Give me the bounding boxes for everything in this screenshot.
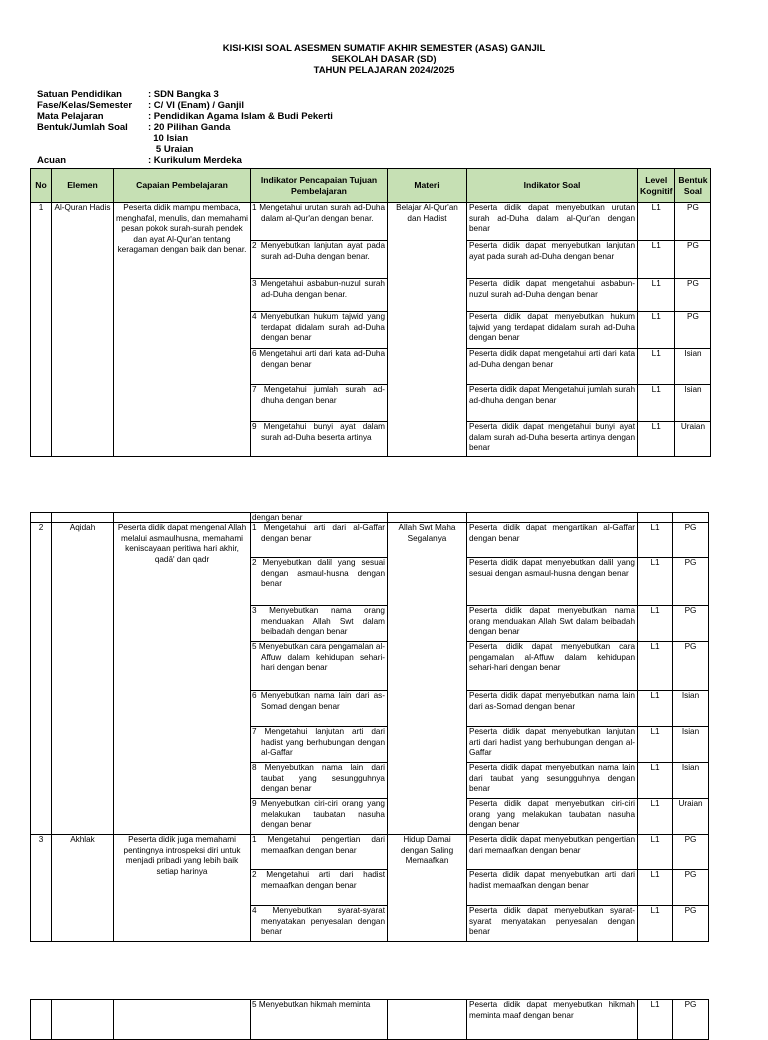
meta-label: Fase/Kelas/Semester [37, 100, 133, 111]
level-cell: L1 [638, 835, 673, 870]
meta-value: : Kurikulum Merdeka [148, 155, 242, 166]
indikator-soal-cell: Peserta didik dapat menyebutkan lanjutan arti dari hadist yang berhubungan dengan al-Gaffar [467, 727, 638, 763]
indikator-tp-cell: 3 Mengetahui asbabun-nuzul surah ad-Duha dengan benar. [251, 279, 388, 312]
meta-row [37, 122, 333, 133]
level-cell: L1 [638, 642, 673, 691]
level-cell: L1 [638, 606, 673, 642]
capaian-cell: Peserta didik mampu membaca, menghafal, menulis, dan memahami pesan pokok surah-surah pendek dan ayat Al-Qur'an tentang keragaman dengan baik dan benar. [114, 203, 251, 457]
indikator-soal-cell: Peserta didik dapat mengetahui asbabun-nuzul surah ad-Duha dengan benar [467, 279, 638, 312]
level-cell: L1 [638, 799, 673, 835]
header-no: No [31, 169, 52, 203]
header-indikator-tp: Indikator Pencapaian Tujuan Pembelajaran [251, 169, 388, 203]
indikator-tp-cell: 7 Mengetahui jumlah surah ad-dhuha dengan benar [251, 385, 388, 422]
header-bentuk: Bentuk Soal [675, 169, 711, 203]
indikator-tp-cell: 3 Menyebutkan nama orang menduakan Allah Swt dalam beibadah dengan benar [251, 606, 388, 642]
bentuk-cell: PG [673, 906, 709, 942]
meta-label: Mata Pelajaran [37, 111, 104, 122]
level-cell: L1 [638, 241, 675, 279]
level-cell: L1 [638, 691, 673, 727]
meta-row [37, 89, 333, 100]
indikator-tp-cell: 4 Menyebutkan syarat-syarat menyatakan penyesalan dengan benar [251, 906, 388, 942]
bentuk-cell: PG [673, 523, 709, 558]
indikator-tp-cell: 2 Mengetahui arti dari hadist memaafkan dengan benar [251, 870, 388, 906]
indikator-tp-cell: 9 Mengetahui bunyi ayat dalam surah ad-Duha beserta artinya [251, 422, 388, 457]
bentuk-cell: Isian [675, 385, 711, 422]
meta-label: Acuan [37, 155, 67, 166]
indikator-soal-cell: Peserta didik dapat menyebutkan hukum tajwid yang terdapat didalam surah ad-Duha dengan benar [467, 312, 638, 349]
indikator-tp-cell: 5 Menyebutkan hikmah meminta [251, 1000, 388, 1040]
elemen-cell: Aqidah [52, 523, 114, 835]
level-cell: L1 [638, 523, 673, 558]
indikator-soal-cell: Peserta didik dapat mengetahui arti dari kata ad-Duha dengan benar [467, 349, 638, 385]
indikator-tp-cell: 1 Mengetahui pengertian dari memaafkan dengan benar [251, 835, 388, 870]
indikator-tp-cell: 2 Menyebutkan dalil yang sesuai dengan asmaul-husna dengan benar [251, 558, 388, 606]
indikator-tp-cell: 7 Mengetahui lanjutan arti dari hadist yang berhubungan dengan al-Gaffar [251, 727, 388, 763]
level-cell: L1 [638, 279, 675, 312]
document-meta [37, 89, 333, 166]
indikator-tp-cell: 9 Menyebutkan ciri-ciri orang yang melakukan taubatan nasuha dengan benar [251, 799, 388, 835]
elemen-cell: Akhlak [52, 835, 114, 942]
indikator-soal-cell: Peserta didik dapat menyebutkan hikmah meminta maaf dengan benar [467, 1000, 638, 1040]
carry-row [31, 513, 709, 523]
level-cell: L1 [638, 385, 675, 422]
indikator-soal-cell: Peserta didik dapat menyebutkan nama orang menduakan Allah Swt dalam beibadah dengan benar [467, 606, 638, 642]
meta-row [37, 155, 333, 166]
header-level: Level Kognitif [638, 169, 675, 203]
meta-label: Satuan Pendidikan [37, 89, 122, 100]
level-cell: L1 [638, 763, 673, 799]
indikator-soal-cell: Peserta didik dapat Mengetahui jumlah surah ad-dhuha dengan benar [467, 385, 638, 422]
indikator-tp-cell: 1 Mengetahui arti dari al-Gaffar dengan benar [251, 523, 388, 558]
table-row [31, 835, 709, 870]
indikator-soal-cell: Peserta didik dapat menyebutkan ciri-ciri orang yang melakukan taubatan nasuha dengan benar [467, 799, 638, 835]
indikator-soal-cell: Peserta didik dapat menyebutkan cara pengamalan al-Affuw dalam kehidupan sehari-hari dengan benar [467, 642, 638, 691]
bentuk-cell: PG [673, 870, 709, 906]
kisi-kisi-table-page-2 [30, 512, 709, 942]
materi-cell: Belajar Al-Qur'an dan Hadist [388, 203, 467, 457]
indikator-soal-cell: Peserta didik dapat menyebutkan pengertian dari memaafkan dengan benar [467, 835, 638, 870]
meta-row [37, 111, 333, 122]
indikator-soal-cell: Peserta didik dapat menyebutkan arti dari hadist memaafkan dengan benar [467, 870, 638, 906]
indikator-soal-cell: Peserta didik dapat menyebutkan lanjutan ayat pada surah ad-Duha dengan benar [467, 241, 638, 279]
level-cell: L1 [638, 422, 675, 457]
indikator-soal-cell: Peserta didik dapat menyebutkan urutan surah ad-Duha dalam al-Qur'an dengan benar [467, 203, 638, 241]
bentuk-cell: PG [673, 1000, 709, 1040]
indikator-soal-cell: Peserta didik dapat menyebutkan nama lain dari taubat yang sesungguhnya dengan benar [467, 763, 638, 799]
indikator-tp-cell: 4 Menyebutkan hukum tajwid yang terdapat didalam surah ad-Duha dengan benar [251, 312, 388, 349]
meta-value: 5 Uraian [148, 144, 194, 155]
meta-row [37, 100, 333, 111]
bentuk-cell: PG [675, 241, 711, 279]
indikator-tp-cell: 8 Menyebutkan nama lain dari taubat yang sesungguhnya dengan benar [251, 763, 388, 799]
level-cell: L1 [638, 870, 673, 906]
meta-value: : 20 Pilihan Ganda [148, 122, 231, 133]
bentuk-cell: PG [673, 558, 709, 606]
indikator-tp-cell: 6 Mengetahui arti dari kata ad-Duha dengan benar [251, 349, 388, 385]
bentuk-cell: PG [675, 203, 711, 241]
meta-value: 10 Isian [148, 133, 189, 144]
bentuk-cell: Isian [673, 763, 709, 799]
indikator-tp-cell: 5 Menyebutkan cara pengamalan al-Affuw dalam kehidupan sehari-hari dengan benar [251, 642, 388, 691]
meta-value: : Pendidikan Agama Islam & Budi Pekerti [148, 111, 333, 122]
meta-label: Bentuk/Jumlah Soal [37, 122, 128, 133]
meta-row [37, 144, 333, 155]
header-elemen: Elemen [52, 169, 114, 203]
level-cell: L1 [638, 312, 675, 349]
title-line-3: TAHUN PELAJARAN 2024/2025 [313, 65, 455, 76]
meta-row [37, 133, 333, 144]
bentuk-cell: Isian [675, 349, 711, 385]
kisi-kisi-table-page-1 [30, 168, 711, 457]
title-line-2: SEKOLAH DASAR (SD) [331, 54, 437, 65]
carry-text: dengan benar [251, 513, 388, 523]
indikator-tp-cell: 1 Mengetahui urutan surah ad-Duha dalam al-Qur'an dengan benar. [251, 203, 388, 241]
no-cell: 2 [31, 523, 52, 835]
bentuk-cell: PG [673, 642, 709, 691]
indikator-soal-cell: Peserta didik dapat menyebutkan nama lain dari as-Somad dengan benar [467, 691, 638, 727]
materi-cell: Hidup Damai dengan Saling Memaafkan [388, 835, 467, 942]
elemen-cell: Al-Quran Hadis [52, 203, 114, 457]
indikator-soal-cell: Peserta didik dapat menyebutkan dalil yang sesuai dengan asmaul-husna dengan benar [467, 558, 638, 606]
header-capaian: Capaian Pembelajaran [114, 169, 251, 203]
title-line-1: KISI-KISI SOAL ASESMEN SUMATIF AKHIR SEMESTER (ASAS) GANJIL [222, 43, 546, 54]
level-cell: L1 [638, 906, 673, 942]
table-row [31, 1000, 709, 1040]
bentuk-cell: Isian [673, 691, 709, 727]
kisi-kisi-table-page-3 [30, 999, 709, 1040]
bentuk-cell: Uraian [673, 799, 709, 835]
no-cell: 3 [31, 835, 52, 942]
bentuk-cell: PG [673, 606, 709, 642]
level-cell: L1 [638, 558, 673, 606]
bentuk-cell: Uraian [675, 422, 711, 457]
table-row [31, 523, 709, 558]
meta-value: : SDN Bangka 3 [148, 89, 219, 100]
indikator-soal-cell: Peserta didik dapat menyebutkan syarat-syarat menyatakan penyesalan dengan benar [467, 906, 638, 942]
level-cell: L1 [638, 1000, 673, 1040]
level-cell: L1 [638, 349, 675, 385]
bentuk-cell: PG [675, 279, 711, 312]
level-cell: L1 [638, 203, 675, 241]
meta-label [37, 144, 148, 155]
capaian-cell: Peserta didik dapat mengenal Allah melalui asmaulhusna, memahami keniscayaan peritiwa hari akhir, qadā' dan qadr [114, 523, 251, 835]
indikator-soal-cell: Peserta didik dapat mengartikan al-Gaffar dengan benar [467, 523, 638, 558]
bentuk-cell: PG [675, 312, 711, 349]
header-materi: Materi [388, 169, 467, 203]
no-cell: 1 [31, 203, 52, 457]
header-indikator-soal: Indikator Soal [467, 169, 638, 203]
capaian-cell: Peserta didik juga memahami pentingnya introspeksi diri untuk menjadi pribadi yang lebih baik setiap harinya [114, 835, 251, 942]
bentuk-cell: PG [673, 835, 709, 870]
indikator-tp-cell: 2 Menyebutkan lanjutan ayat pada surah ad-Duha dengan benar. [251, 241, 388, 279]
level-cell: L1 [638, 727, 673, 763]
table-row [31, 203, 711, 241]
indikator-soal-cell: Peserta didik dapat mengetahui bunyi ayat dalam surah ad-Duha beserta artinya dengan benar [467, 422, 638, 457]
meta-label [37, 133, 148, 144]
materi-cell: Allah Swt Maha Segalanya [388, 523, 467, 835]
meta-value: : C/ VI (Enam) / Ganjil [148, 100, 245, 111]
indikator-tp-cell: 6 Menyebutkan nama lain dari as-Somad dengan benar [251, 691, 388, 727]
bentuk-cell: Isian [673, 727, 709, 763]
